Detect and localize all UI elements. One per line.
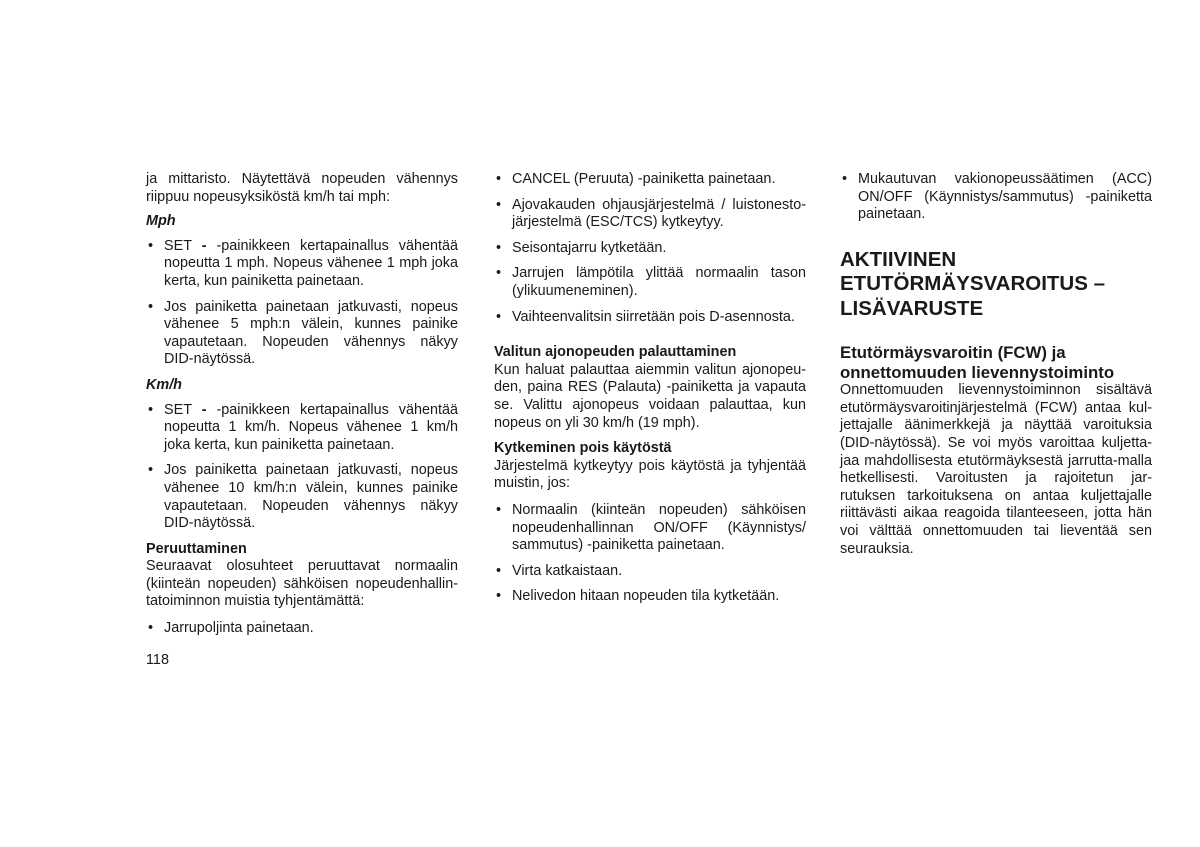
list-item: • SET - -painikkeen kertapainallus vähentää nopeutta 1 km/h. Nopeus vähenee 1 km/h joka kerta, kun painiketta painetaan.: [146, 402, 458, 455]
mph-heading: Mph: [146, 213, 176, 230]
column-right: [840, 171, 1152, 558]
list-item: • Nelivedon hitaan nopeuden tila kytketään.: [494, 588, 806, 606]
off-heading: Kytkeminen pois käytöstä: [494, 440, 672, 457]
cancel-conditions-list: [494, 171, 806, 326]
page-number: 118: [146, 652, 169, 668]
acc-list: [840, 171, 1152, 224]
restore-heading: Valitun ajonopeuden palauttaminen: [494, 344, 737, 361]
list-item: • Jarrujen lämpötila ylittää normaalin tason (ylikuumeneminen).: [494, 265, 806, 300]
list-item: • Jos painiketta painetaan jatkuvasti, nopeus vähenee 10 km/h:n välein, kunnes painike vapautetaan. Nopeuden vähennys näkyy DID-näytössä.: [146, 462, 458, 532]
list-item: • Normaalin (kiinteän nopeuden) sähköisen nopeudenhallinnan ON/OFF (Käynnistys/ sammutus) -painiketta painetaan.: [494, 502, 806, 555]
restore-paragraph: Kun haluat palauttaa aiemmin valitun ajonopeu-den, paina RES (Palauta) -painiketta ja vapauta se. Valittu ajonopeus voidaan palauttaa, kun nopeus on yli 30 km/h (19 mph).: [494, 361, 806, 431]
list-item: • Mukautuvan vakionopeussäätimen (ACC) ON/OFF (Käynnistys/sammutus) -painiketta painetaan.: [840, 171, 1152, 224]
list-item: • Virta katkaistaan.: [494, 563, 806, 581]
kmh-list: [146, 402, 458, 533]
off-paragraph: Järjestelmä kytkeytyy pois käytöstä ja tyhjentää muistin, jos:: [494, 457, 806, 492]
kmh-heading: Km/h: [146, 376, 182, 393]
list-item: • CANCEL (Peruuta) -painiketta painetaan.: [494, 171, 806, 189]
mph-list: [146, 238, 458, 369]
intro-paragraph: ja mittaristo. Näytettävä nopeuden vähennys riippuu nopeusyksiköstä km/h tai mph:: [146, 171, 458, 205]
subsection-heading: Etutörmäysvaroitin (FCW) ja onnettomuuden lievennystoiminto: [840, 343, 1115, 382]
column-left: [146, 171, 458, 646]
off-list: [494, 502, 806, 606]
cancel-list: [146, 620, 458, 638]
list-item: • Vaihteenvalitsin siirretään pois D-asennosta.: [494, 309, 806, 327]
column-middle: [494, 171, 806, 614]
list-item: • Ajovakauden ohjausjärjestelmä / luistonesto-järjestelmä (ESC/TCS) kytkeytyy.: [494, 197, 806, 232]
list-item: • SET - -painikkeen kertapainallus vähentää nopeutta 1 mph. Nopeus vähenee 1 mph joka kerta, kun painiketta painetaan.: [146, 238, 458, 291]
list-item: • Jos painiketta painetaan jatkuvasti, nopeus vähenee 5 mph:n välein, kunnes painike vapautetaan. Nopeuden vähennys näkyy DID-näytössä.: [146, 299, 458, 369]
list-item: • Jarrupoljinta painetaan.: [146, 620, 458, 638]
section-heading: AKTIIVINEN ETUTÖRMÄYSVAROITUS – LISÄVARUSTE: [840, 247, 1105, 320]
cancel-heading: Peruuttaminen: [146, 540, 247, 557]
list-item: • Seisontajarru kytketään.: [494, 240, 806, 258]
fcw-paragraph: Onnettomuuden lievennystoiminnon sisältävä etutörmäysvaroitinjärjestelmä (FCW) antaa kul-jettajalle äänimerkkejä ja näyttää varoituksia (DID-näytössä). Se voi myös varoittaa kuljetta-jaa mahdollisesta etutörmäyksestä jarrutta-malla hetkellisesti. Varoitusten ja rajoitetun jar-rutuksen tarkoituksena on antaa kuljettajalle riittävästi aikaa reagoida tilanteeseen, jotta hän voi välttää onnettomuuden tai lieventää sen seurauksia.: [840, 382, 1152, 557]
cancel-paragraph: Seuraavat olosuhteet peruuttavat normaalin (kiinteän nopeuden) sähköisen nopeudenhallin-tatoiminnon muistia tyhjentämättä:: [146, 558, 458, 610]
